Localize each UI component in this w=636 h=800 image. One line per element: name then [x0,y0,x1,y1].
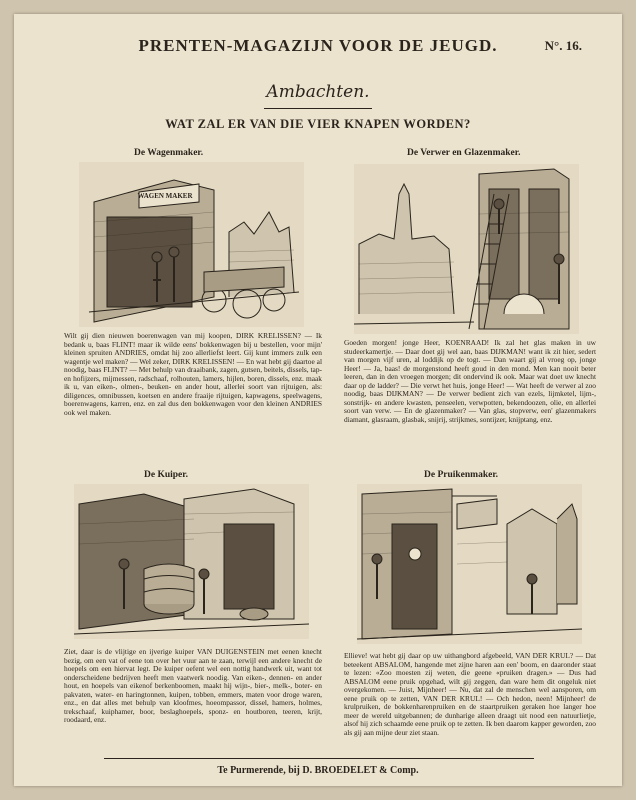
illustration-pruikenmaker [357,484,582,644]
print-sheet [14,14,622,786]
text-wagenmaker: Wilt gij dien nieuwen boerenwagen van mij koopen, DIRK KRELISSEN? — Ik bedank u, baas FLINT! maar ik wilde eens' bokkenwagen bij u bestellen, voor mijn' kleinen spruiten ANDRIES, omdat hij zoo allerliefst leert. Gij kunt immers zulk een wagentje wel maken? — Wel zeker, DIRK KRELISSEN! — En wat hebt gij daartoe al noodig, baas FLINT? — Met behulp van draaibank, zagen, gutsen, beitels, dissels, tap- en hofijzers, mijmessen, radschaaf, rolhouten, lamers, hijlen, boren, dissels, enz. maak ik u, van eiken-, olmen-, beuken- en ander hout, allerlei soort van rijtuigen, als: diligences, omnibussen, koetsen en andere fraaije rijtuigen, kapwagens, speelwagens, boerenwagens, karren, enz. en zal dus den bokkenwagen voor den kleinen ANDRIES ook wel maken. [64,331,322,417]
illustration-wagenmaker [79,162,304,327]
caption-verwer: De Verwer en Glazenmaker. [407,148,521,158]
page-title: PRENTEN-MAGAZIJN VOOR DE JEUGD. [138,36,498,55]
text-pruikenmaker: Ellieve! wat hebt gij daar op uw uithangbord afgebeeld, VAN DER KRUL? — Dat beteekent ABSALOM, hangende met zijne haren aan een' boom, en daaronder staat te lezen: «Zoo moesten zij weten, die geene «pruiken dragen.» — Dus had ABSALOM eene pruik opgehad, wilt gij zeggen, dan ware hem dit ongeluk niet overgekomen. — Juist, Mijnheer! — Nu, dat zal de menschen wel aansporen, om eene pruik op te zetten, VAN DER KRUL! — Och hedon, neen! Mijnheer! de krulpruiken, de bokkenharenpruiken en de staartpruiken geraken hoe langer hoe meer de wereld uitgebannen; de dunharige alleen draagt uit nood een natuurlietje, alsof hij zich schaamde eene pruik op te zetten. Ik ben daarom kapper geworden, zoo als gij aan mijne deur ziet staan. [344,651,596,737]
verwer-engraving [354,164,579,334]
illustration-kuiper [74,484,309,639]
main-question: WAT ZAL ER VAN DIE VIER KNAPEN WORDEN? [165,117,471,131]
footer-rule [104,758,534,759]
pruikenmaker-engraving [357,484,582,644]
wagenmaker-engraving [79,162,304,327]
header [14,36,622,60]
sheet-number: N°. 16. [544,38,582,53]
subtitle: Ambachten. [266,82,370,102]
text-kuiper: Ziet, daar is de vlijtige en ijverige kuiper VAN DUIGENSTEIN met eenen knecht bezig, om een vat of eene ton over het vuur aan te zaan, terwijl een andere knecht de hoepels om een hiervat legt. De kuiper oefent wel een nottig handwerk uit, want tot onderscheidene bedrijven heeft men vaatwerk noodig. Van eiken-, dennen- en ander hout, en hoepels van eikenof berkenboomen, maakt hij wijn-, bier-, melk-, boter- en pakvaten, water- en haringtonnen, kuipen, tobben, emmers, maten voor droge waren, enz., en dat alles met behulp van kloofmes, hoeompassor, dissel, hamers, holmes, trekschaaf, kuiphamer, boor, beslaghoepels, sponz- en houtboren, teeren, krijt, roodaard, enz. [64,647,322,724]
kuiper-engraving [74,484,309,639]
caption-kuiper: De Kuiper. [144,470,188,480]
illustration-verwer [354,164,579,334]
publisher-imprint: Te Purmerende, bij D. BROEDELET & Comp. [217,765,419,776]
caption-wagenmaker: De Wagenmaker. [134,148,204,158]
wagenmaker-sign-text: WAGEN MAKER [137,192,193,200]
caption-pruikenmaker: De Pruikenmaker. [424,470,499,480]
subtitle-rule [264,108,372,109]
text-verwer: Goeden morgen! jonge Heer, KOENRAAD! Ik zal het glas maken in uw studeerkamertje. — Daar doet gij wel aan, baas DIJKMAN! want ik zit hier, sedert van morgen vijf uren, al loddijk op de togt. — Dan waart gij al vroeg op, jonge Heer! — Ja, baas! de morgenstond heeft goud in den mond. Men kan nooit beter leeren, dan in den vroegen morgen; dit ondervind ik ook. Maar wat doet uw knecht daar op de ladder? — Die verwt het huis, jonge Heer! — Wat heeft de verwer al zoo noodig, baas DIJKMAN? — De verwer bedient zich van ezels, lijmketel, lijm-, sonstrijk- en andere kwasten, penseelen, verwpotten, bekendoozen, olie, en allerlei soort van verw. — En de glazenmaker? — Van glas, stopverw, een' glazenmakers diamant, glasraam, glasbak, snijrij, strijkmes, sontijzer, knijptang, enz. [344,338,596,424]
